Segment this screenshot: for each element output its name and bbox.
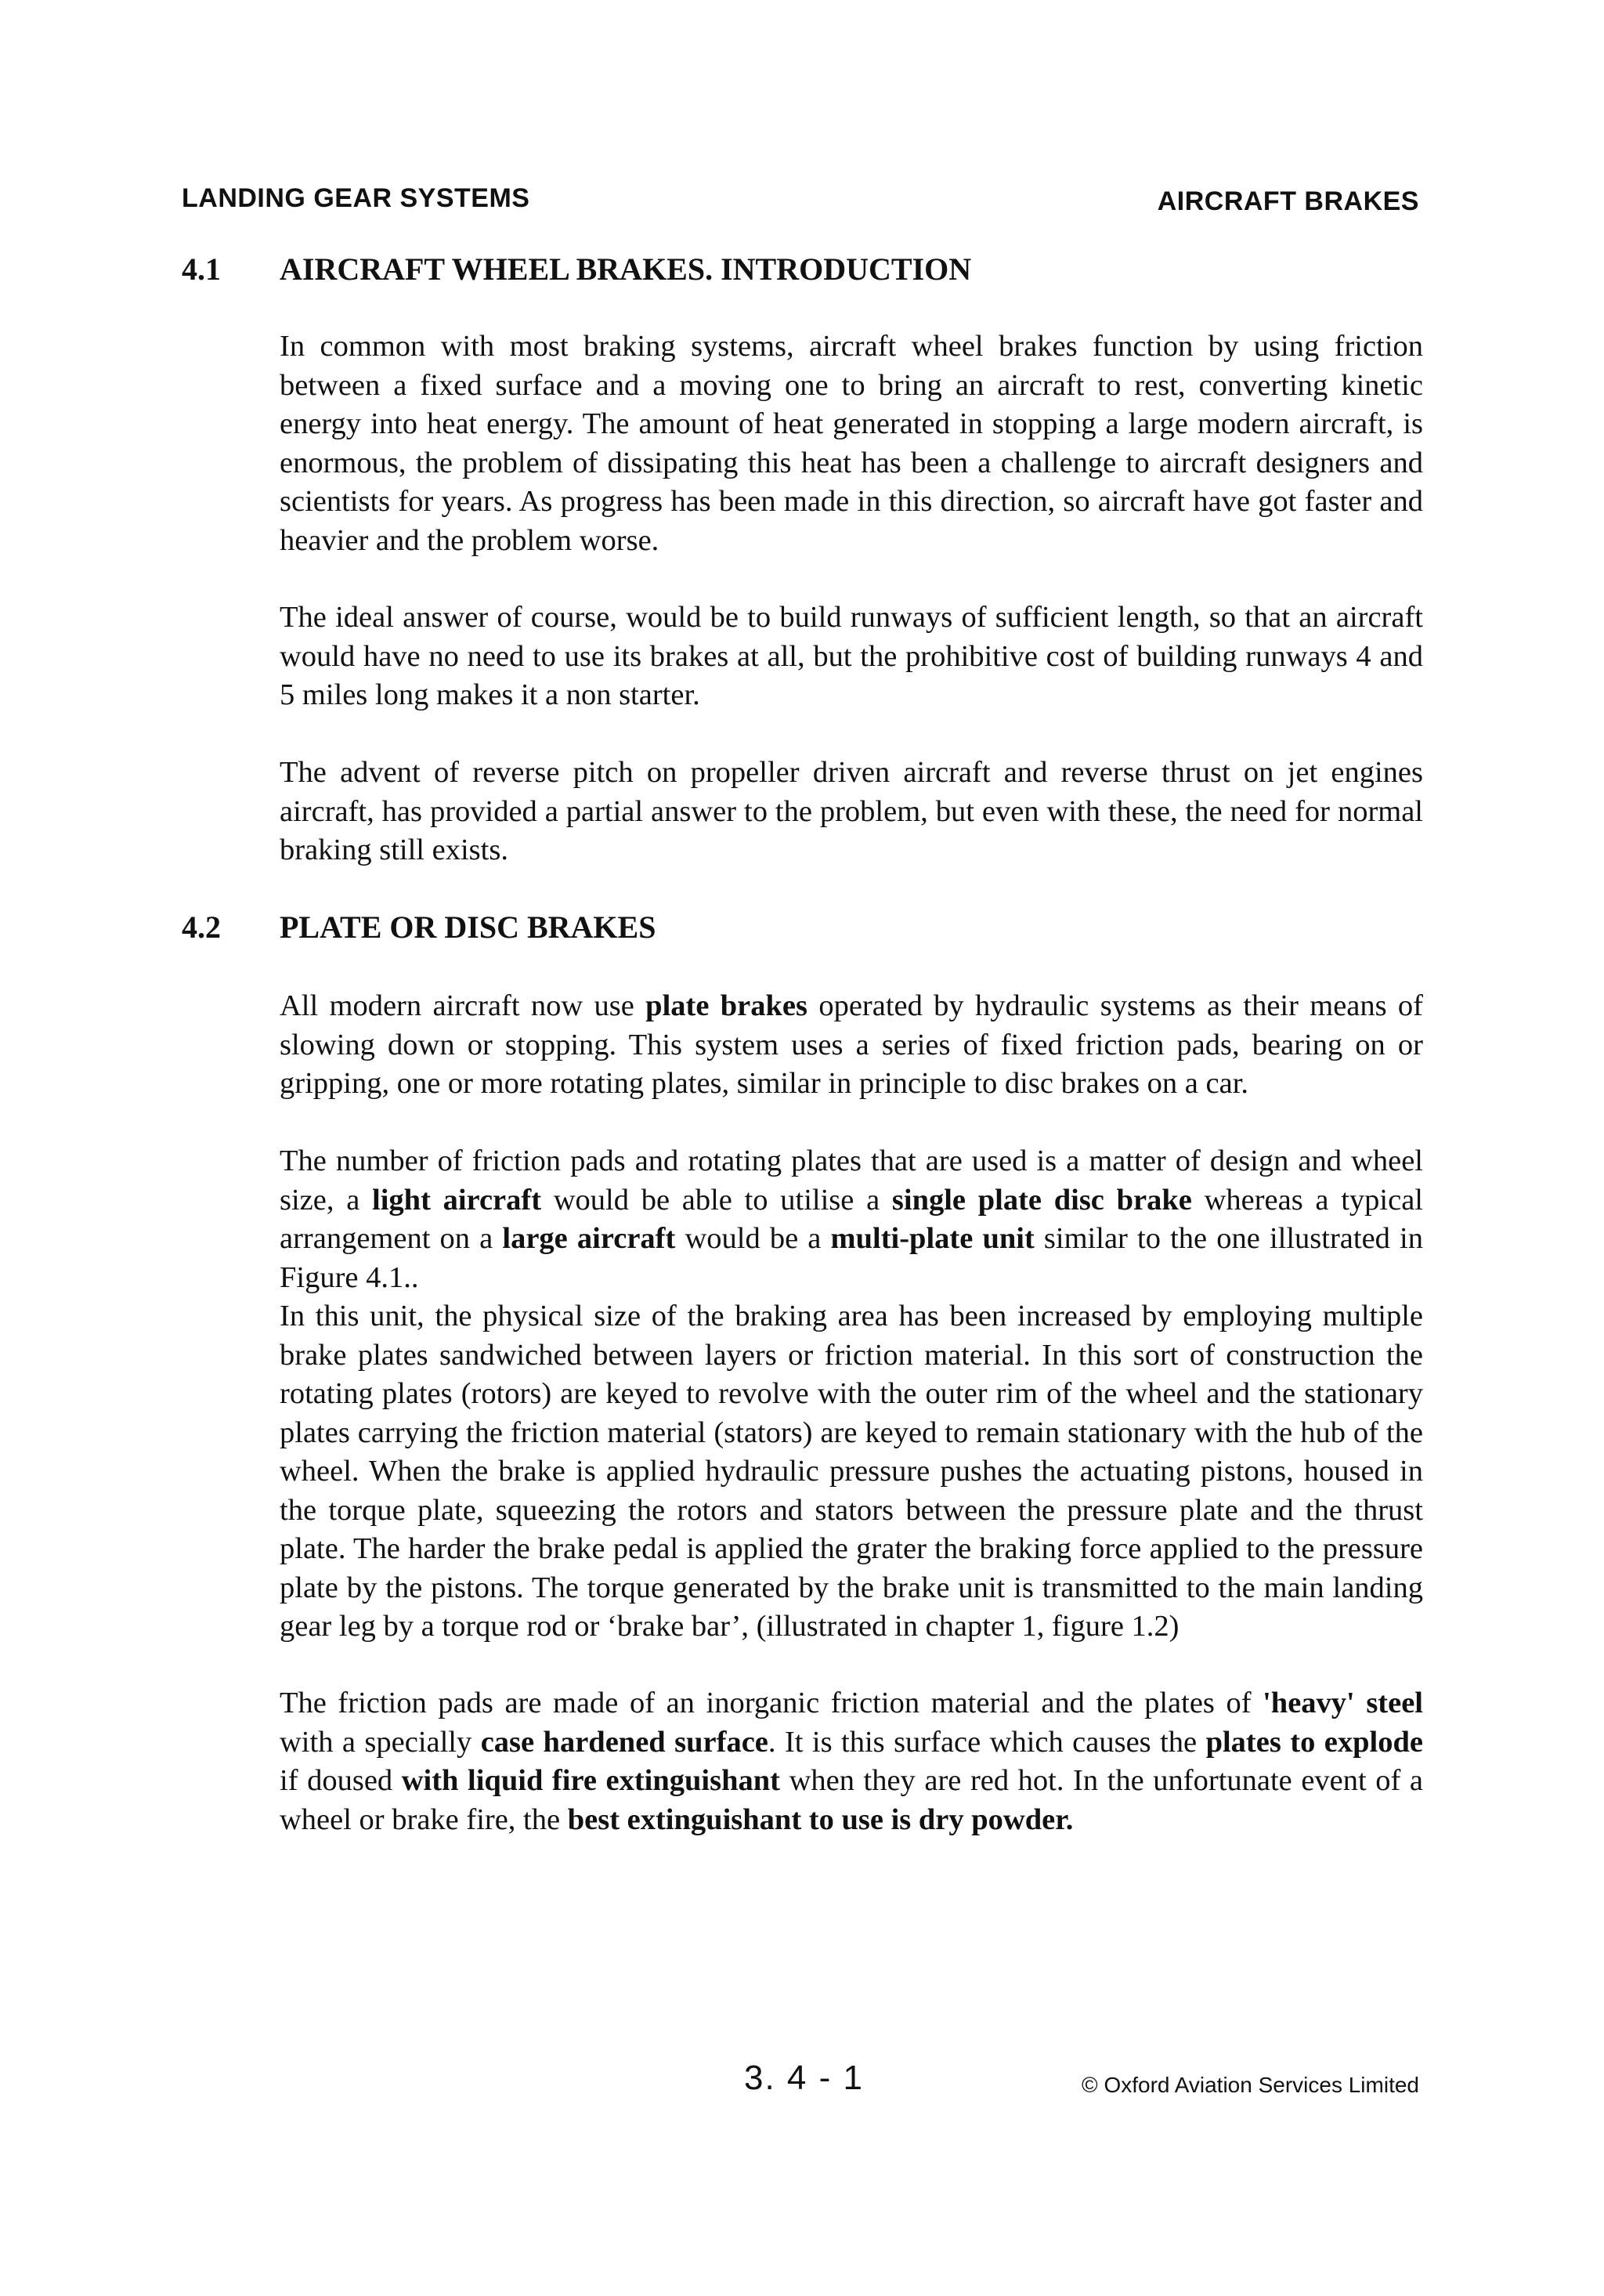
paragraph-4-1-2: The ideal answer of course, would be to build runways of sufficient length, so that an aircraft would have no need to use its brakes at all, but the prohibitive cost of building runways 4 and 5 miles long makes it a non starter.	[280, 601, 1423, 711]
paragraph-4-2-2: The number of friction pads and rotating plates that are used is a matter of design and wheel size, a light aircraft would be able to utilise a single plate disc brake whereas a typical arrangement on a large aircraft would be a multi-plate unit similar to the one illustrated in Figure 4.1..	[280, 1144, 1424, 1294]
bold-term: multi-plate unit	[830, 1222, 1035, 1255]
bold-term: case hardened surface	[480, 1725, 768, 1759]
section-number-4-2: 4.2	[182, 909, 221, 945]
bold-term: light aircraft	[372, 1183, 542, 1217]
paragraph-4-2-1: All modern aircraft now use plate brakes operated by hydraulic systems as their means of slowing down or stopping. This system uses a series of fixed friction pads, bearing on or gripping, one or more rotating plates, similar in principle to disc brakes on a car.	[280, 989, 1423, 1100]
section-title-4-1: AIRCRAFT WHEEL BRAKES. INTRODUCTION	[280, 251, 972, 287]
bold-term: best extinguishant to use is dry powder.	[567, 1802, 1074, 1836]
paragraph-4-1-1: In common with most braking systems, aircraft wheel brakes function by using friction between a fixed surface and a moving one to bring an aircraft to rest, converting kinetic energy into heat energy. The amount of heat generated in stopping a large modern aircraft, is enormous, the problem of dissipating this heat has been a challenge to aircraft designers and scientists for years. As progress has been made in this direction, so aircraft have got faster and heavier and the problem worse.	[280, 330, 1423, 557]
section-title-4-2: PLATE OR DISC BRAKES	[280, 909, 656, 945]
page-number: 3. 4 - 1	[744, 2059, 864, 2097]
bold-term: 'heavy' steel	[1263, 1687, 1423, 1719]
paragraph-4-2-4: The friction pads are made of an inorganic friction material and the plates of 'heavy' steel with a specially case hardened surface. It is this surface which causes the plates to explode if doused with liquid fire extinguishant when they are red hot. In the unfortunate event of a wheel or brake fire, the best extinguishant to use is dry powder.	[280, 1687, 1423, 1836]
copyright-notice: © Oxford Aviation Services Limited	[1082, 2073, 1419, 2097]
paragraph-4-2-3: In this unit, the physical size of the braking area has been increased by employing multiple brake plates sandwiched between layers or friction material. In this sort of construction the rotating plates (rotors) are keyed to revolve with the outer rim of the wheel and the stationary plates carrying the friction material (stators) are keyed to remain stationary with the hub of the wheel. When the brake is applied hydraulic pressure pushes the actuating pistons, housed in the torque plate, squeezing the rotors and stators between the pressure plate and the thrust plate. The harder the brake pedal is applied the grater the braking force applied to the pressure plate by the pistons. The torque generated by the brake unit is transmitted to the main landing gear leg by a torque rod or ‘brake bar’, (illustrated in chapter 1, figure 1.2)	[280, 1300, 1423, 1643]
paragraph-4-1-3: The advent of reverse pitch on propeller driven aircraft and reverse thrust on jet engines aircraft, has provided a partial answer to the problem, but even with these, the need for normal braking still exists.	[280, 756, 1423, 866]
bold-term: plate brakes	[645, 989, 807, 1022]
running-header-right: AIRCRAFT BRAKES	[1157, 186, 1419, 216]
bold-term: with liquid fire extinguishant	[401, 1764, 780, 1797]
running-header-left: LANDING GEAR SYSTEMS	[182, 183, 530, 213]
bold-term: plates to explode	[1205, 1725, 1423, 1759]
bold-term: single plate disc brake	[891, 1183, 1192, 1217]
bold-term: large aircraft	[502, 1222, 676, 1255]
section-number-4-1: 4.1	[182, 251, 221, 287]
